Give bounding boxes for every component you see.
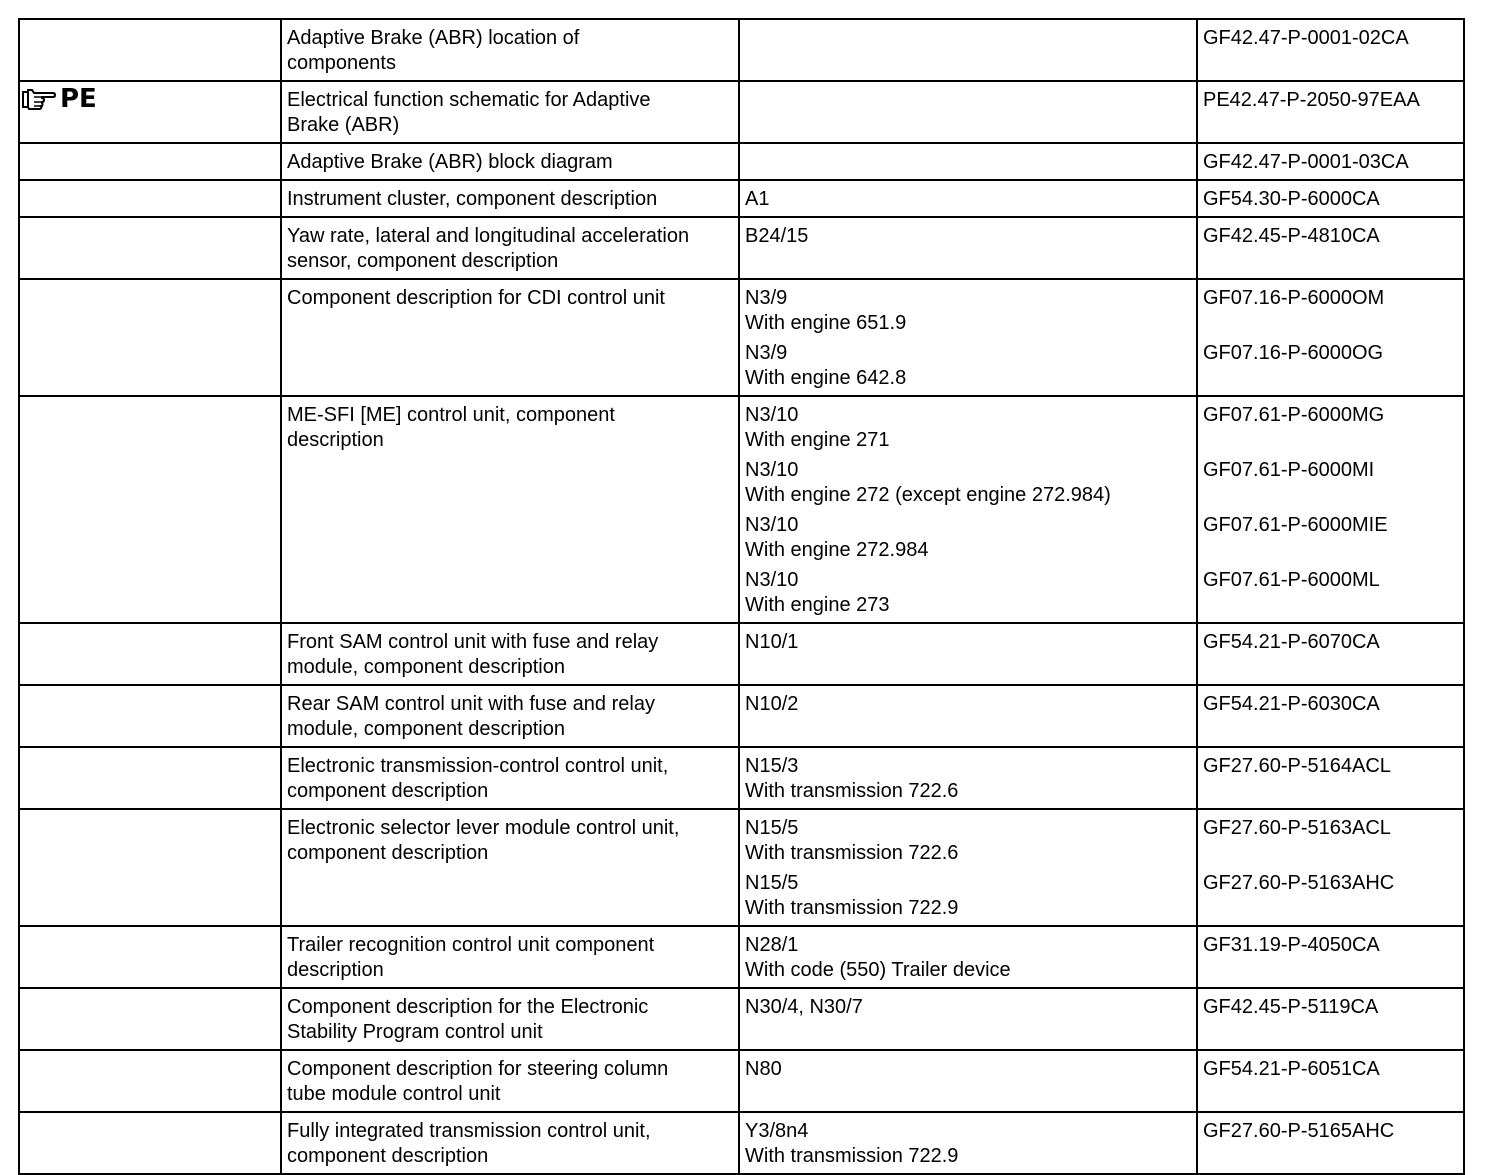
table-row [19,180,1464,217]
ref-entry [1203,403,1458,453]
marker-cell [19,1112,281,1174]
document-reference-link[interactable]: GF27.60-P-5163ACL [1203,817,1391,839]
code-cell [739,279,1197,396]
ref-entry [1203,933,1458,983]
ref-entry [1203,513,1458,563]
marker-cell [19,19,281,81]
ref-cell [1197,81,1464,143]
code-entry [745,224,1191,249]
code-entry [745,513,1191,563]
document-reference-link[interactable]: GF42.47-P-0001-03CA [1203,151,1409,173]
variant-note: With transmission 722.9 [745,1145,959,1167]
ref-cell [1197,623,1464,685]
table-row [19,279,1464,396]
variant-note: With transmission 722.6 [745,780,959,802]
table-row [19,143,1464,180]
document-reference-link[interactable]: GF42.45-P-4810CA [1203,225,1380,247]
code-entry [745,995,1191,1020]
ref-cell [1197,809,1464,926]
document-reference-link[interactable]: GF31.19-P-4050CA [1203,934,1380,956]
code-cell [739,180,1197,217]
component-code: N10/2 [745,693,799,715]
title-cell [281,1112,739,1174]
table-row [19,685,1464,747]
ref-entry [1203,692,1458,717]
ref-cell [1197,1050,1464,1112]
ref-entry [1203,754,1458,804]
ref-cell [1197,685,1464,747]
ref-entry [1203,26,1458,51]
ref-cell [1197,279,1464,396]
code-entry [745,341,1191,391]
variant-note: With engine 272 (except engine 272.984) [745,484,1111,506]
document-reference-link[interactable]: GF27.60-P-5163AHC [1203,872,1395,894]
component-title: Electronic transmission-control control unit, component description [287,755,669,802]
code-cell [739,926,1197,988]
variant-note: With engine 651.9 [745,312,907,334]
code-cell [739,685,1197,747]
ref-cell [1197,217,1464,279]
component-code: N30/4, N30/7 [745,996,863,1018]
code-entry [745,1057,1191,1082]
marker-cell [19,988,281,1050]
component-title: Fully integrated transmission control unit, component description [287,1120,651,1167]
variant-note: With transmission 722.6 [745,842,959,864]
code-entry [745,1119,1191,1169]
table-row [19,1112,1464,1174]
document-reference-link[interactable]: GF07.61-P-6000MI [1203,459,1375,481]
table-row [19,926,1464,988]
component-title: Yaw rate, lateral and longitudinal acceleration sensor, component description [287,225,690,272]
code-entry [745,630,1191,655]
reference-table [18,18,1465,1175]
title-cell [281,279,739,396]
marker-cell [19,926,281,988]
title-cell [281,809,739,926]
code-cell [739,396,1197,623]
component-code: B24/15 [745,225,809,247]
title-cell [281,988,739,1050]
table-row [19,396,1464,623]
document-reference-link[interactable]: GF54.30-P-6000CA [1203,188,1380,210]
component-title: Component description for the Electronic Stability Program control unit [287,996,649,1043]
document-reference-link[interactable]: GF54.21-P-6070CA [1203,631,1380,653]
ref-entry [1203,88,1458,113]
ref-cell [1197,19,1464,81]
code-cell [739,143,1197,180]
component-title: Electrical function schematic for Adaptive Brake (ABR) [287,89,651,136]
ref-cell [1197,926,1464,988]
document-reference-link[interactable]: GF07.16-P-6000OM [1203,287,1385,309]
variant-note: With transmission 722.9 [745,897,959,919]
document-reference-link[interactable]: GF54.21-P-6030CA [1203,693,1380,715]
component-title: Component description for steering column tube module control unit [287,1058,669,1105]
ref-entry [1203,995,1458,1020]
component-code: N28/1 [745,934,799,956]
component-code: N15/5 [745,872,799,894]
code-cell [739,1050,1197,1112]
code-cell [739,747,1197,809]
variant-note: With engine 272.984 [745,539,929,561]
variant-note: With code (550) Trailer device [745,959,1011,981]
code-cell [739,623,1197,685]
table-row [19,747,1464,809]
ref-entry [1203,568,1458,618]
code-entry [745,816,1191,866]
table-row [19,623,1464,685]
document-reference-link[interactable]: GF07.61-P-6000ML [1203,569,1380,591]
code-entry [745,933,1191,983]
title-cell [281,1050,739,1112]
document-reference-link[interactable]: GF07.61-P-6000MG [1203,404,1385,426]
variant-note: With engine 642.8 [745,367,907,389]
title-cell [281,19,739,81]
code-cell [739,809,1197,926]
table-row [19,809,1464,926]
component-title: ME-SFI [ME] control unit, component description [287,404,615,451]
code-cell [739,81,1197,143]
code-entry [745,568,1191,618]
component-code: N80 [745,1058,782,1080]
document-reference-link[interactable]: GF07.16-P-6000OG [1203,342,1384,364]
document-reference-link[interactable]: GF07.61-P-6000MIE [1203,514,1388,536]
code-entry [745,754,1191,804]
ref-cell [1197,396,1464,623]
component-code: Y3/8n4 [745,1120,809,1142]
marker-cell [19,1050,281,1112]
component-code: N3/9 [745,287,788,309]
ref-cell [1197,180,1464,217]
code-cell [739,217,1197,279]
component-code: N3/9 [745,342,788,364]
reference-table-body [19,19,1464,1174]
component-title: Adaptive Brake (ABR) block diagram [287,151,613,173]
code-entry [745,871,1191,921]
table-row [19,81,1464,143]
component-code: N15/5 [745,817,799,839]
ref-entry [1203,458,1458,508]
component-title: Component description for CDI control unit [287,287,665,309]
document-reference-link[interactable]: GF42.45-P-5119CA [1203,996,1379,1018]
document-reference-link[interactable]: PE42.47-P-2050-97EAA [1203,89,1420,111]
title-cell [281,396,739,623]
marker-cell [19,623,281,685]
code-entry [745,692,1191,717]
table-row [19,988,1464,1050]
ref-cell [1197,1112,1464,1174]
marker-cell [19,396,281,623]
table-row [19,217,1464,279]
title-cell [281,685,739,747]
pe-marker[interactable] [22,86,97,112]
marker-cell [19,217,281,279]
component-code: N3/10 [745,514,799,536]
title-cell [281,217,739,279]
ref-entry [1203,871,1458,921]
marker-cell [19,685,281,747]
ref-entry [1203,286,1458,336]
title-cell [281,926,739,988]
ref-cell [1197,747,1464,809]
component-code: N10/1 [745,631,799,653]
component-title: Electronic selector lever module control unit, component description [287,817,680,864]
title-cell [281,180,739,217]
component-title: Adaptive Brake (ABR) location of components [287,27,580,74]
ref-entry [1203,341,1458,391]
table-row [19,19,1464,81]
component-code: A1 [745,188,770,210]
component-code: N3/10 [745,569,799,591]
component-title: Instrument cluster, component description [287,188,658,210]
component-title: Trailer recognition control unit component description [287,934,655,981]
title-cell [281,81,739,143]
ref-entry [1203,1057,1458,1082]
variant-note: With engine 271 [745,429,890,451]
component-code: N3/10 [745,459,799,481]
marker-cell [19,809,281,926]
pe-marker-label: PE [60,84,97,114]
pointing-hand-icon [22,88,56,110]
ref-entry [1203,630,1458,655]
ref-entry [1203,187,1458,212]
title-cell [281,143,739,180]
code-cell [739,1112,1197,1174]
ref-entry [1203,816,1458,866]
title-cell [281,623,739,685]
ref-entry [1203,1119,1458,1169]
component-code: N3/10 [745,404,799,426]
marker-cell [19,279,281,396]
ref-cell [1197,143,1464,180]
marker-cell [19,143,281,180]
ref-entry [1203,224,1458,249]
document-reference-link[interactable]: GF27.60-P-5165AHC [1203,1120,1395,1142]
ref-entry [1203,150,1458,175]
code-entry [745,458,1191,508]
marker-cell [19,81,281,143]
code-entry [745,187,1191,212]
code-entry [745,286,1191,336]
code-cell [739,988,1197,1050]
document-reference-link[interactable]: GF54.21-P-6051CA [1203,1058,1380,1080]
component-title: Front SAM control unit with fuse and relay module, component description [287,631,659,678]
title-cell [281,747,739,809]
document-reference-link[interactable]: GF27.60-P-5164ACL [1203,755,1391,777]
code-cell [739,19,1197,81]
marker-cell [19,180,281,217]
ref-cell [1197,988,1464,1050]
variant-note: With engine 273 [745,594,890,616]
component-title: Rear SAM control unit with fuse and relay module, component description [287,693,655,740]
code-entry [745,403,1191,453]
table-row [19,1050,1464,1112]
component-code: N15/3 [745,755,799,777]
document-reference-link[interactable]: GF42.47-P-0001-02CA [1203,27,1409,49]
marker-cell [19,747,281,809]
